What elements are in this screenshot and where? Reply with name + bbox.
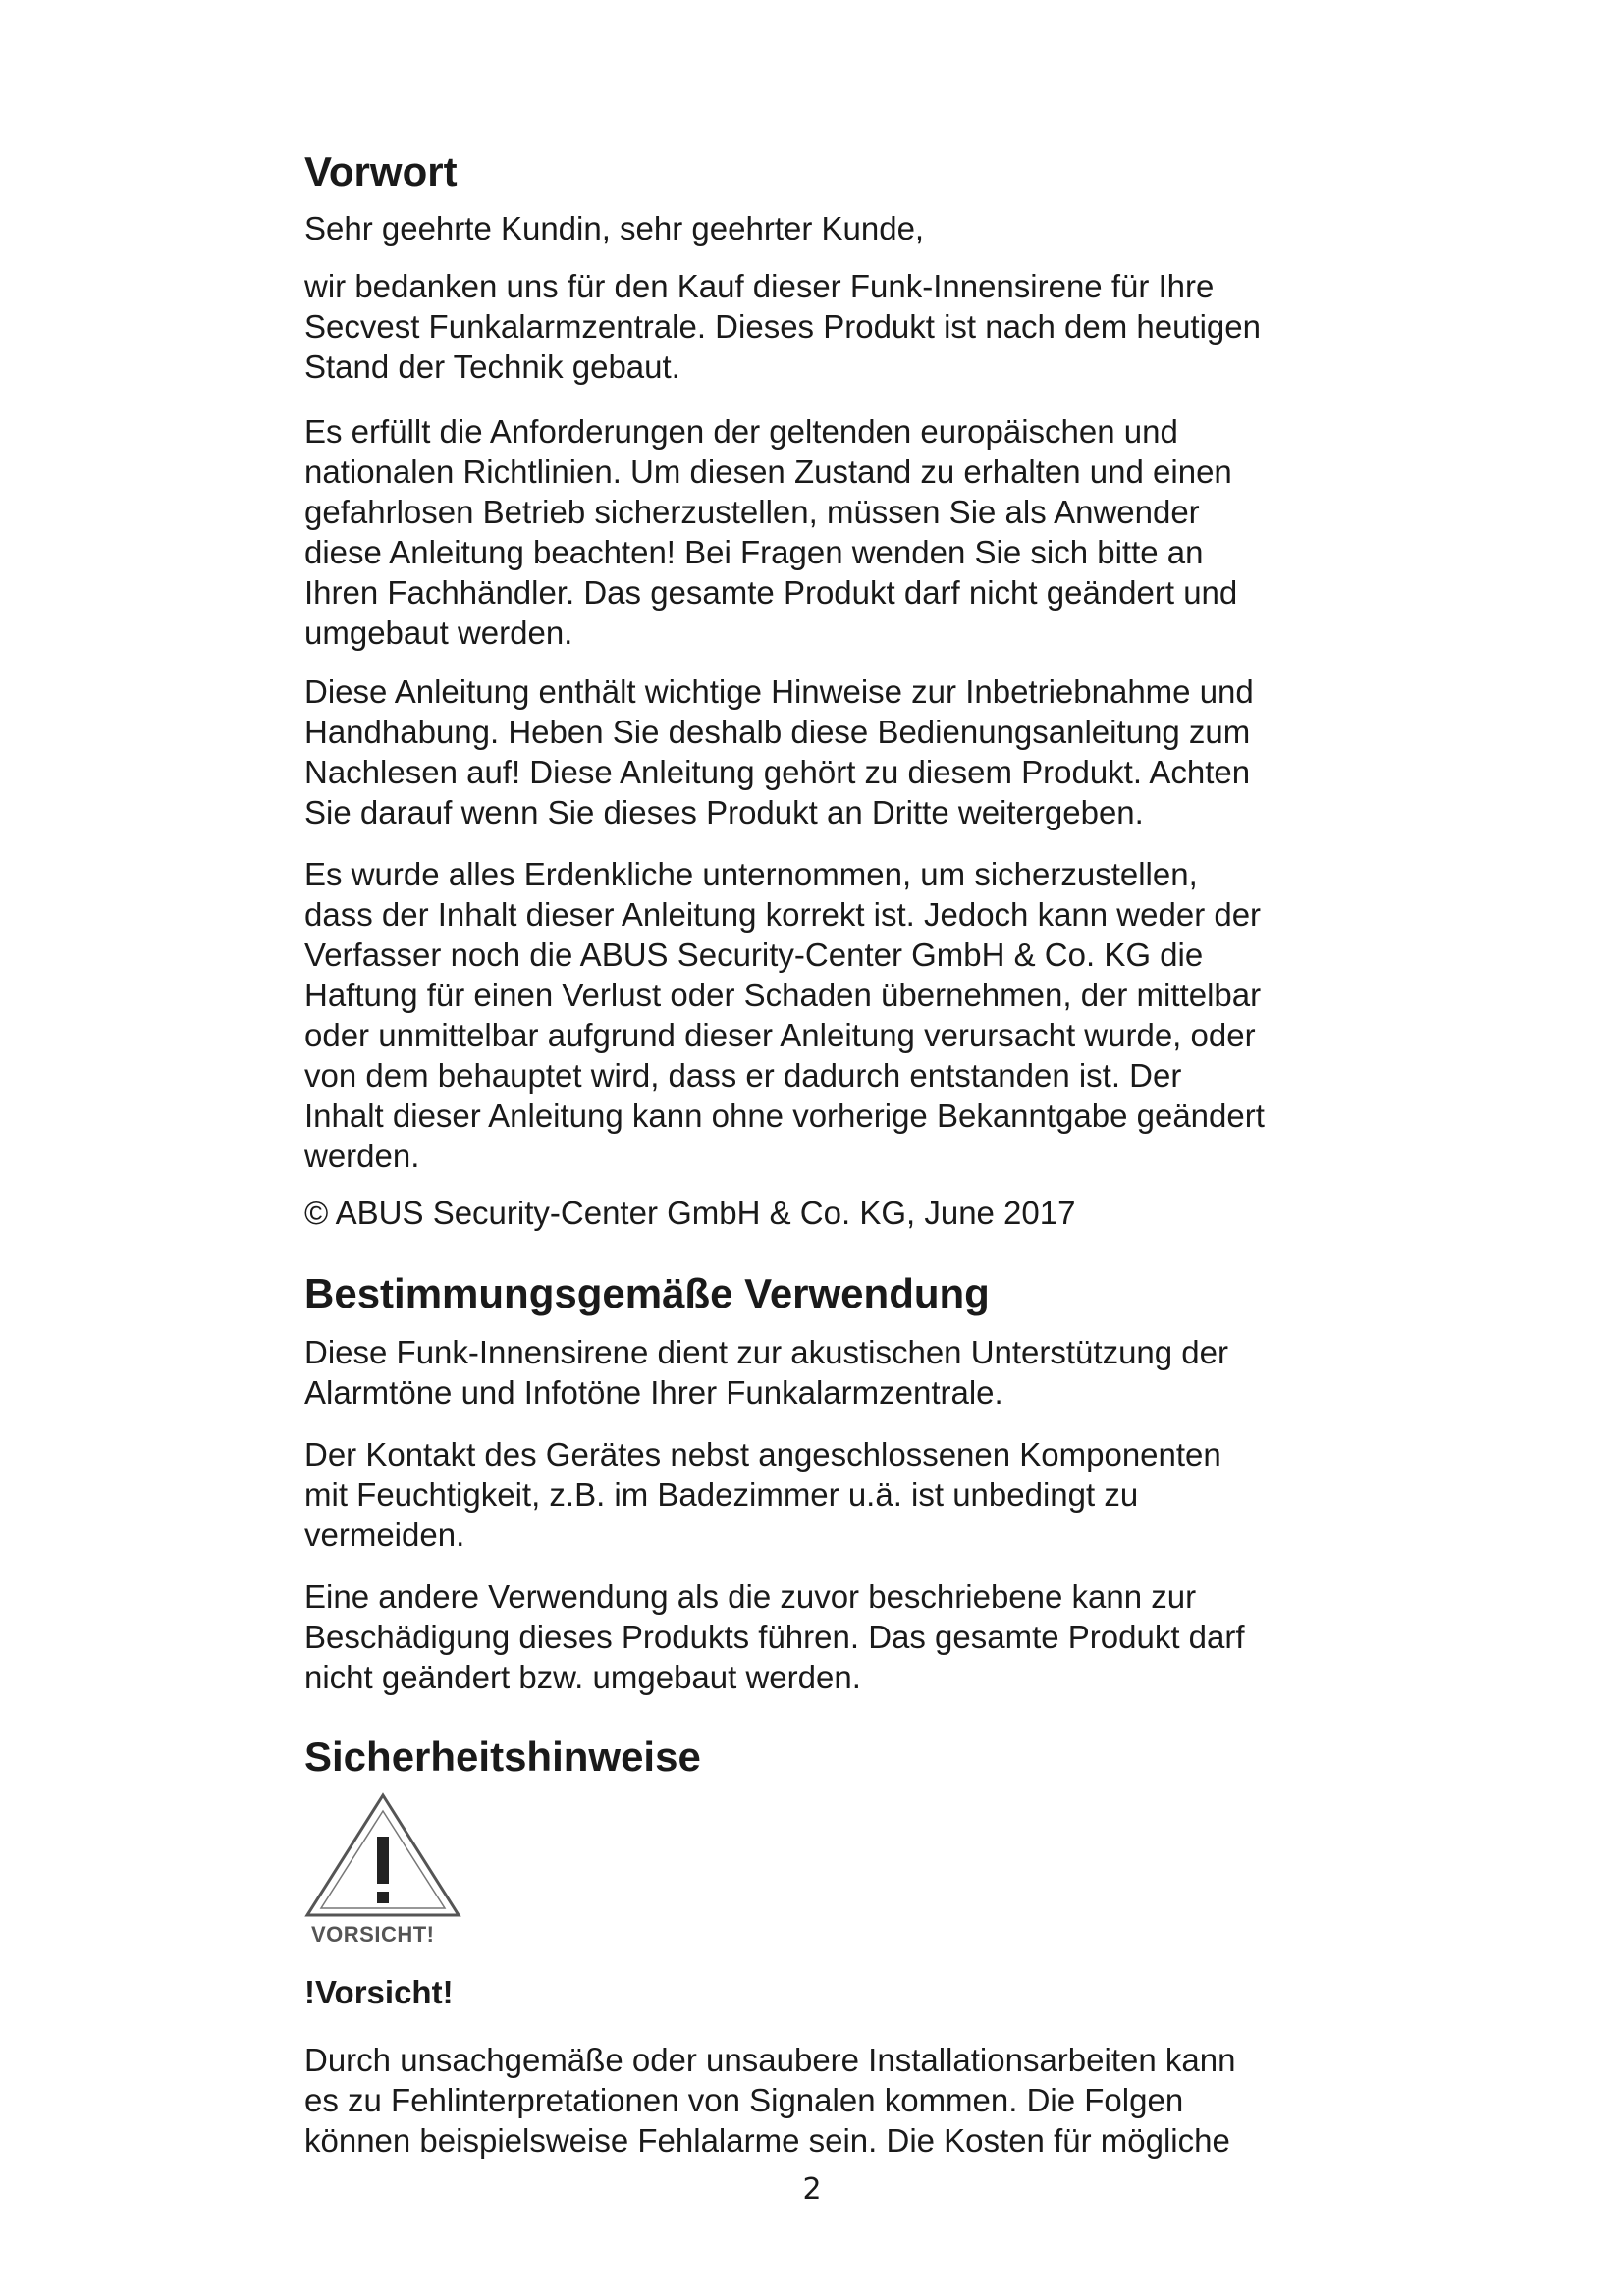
section-title-sicherheit: Sicherheitshinweise (304, 1734, 701, 1780)
requirements-paragraph: Es erfüllt die Anforderungen der geltenden europäischen und nationalen Richtlinien. Um diesen Zustand zu erhalten und einen gefahrlosen Betrieb sicherzustellen, müssen Sie als Anwender diese Anleitung beachten! Bei Fragen wenden Sie sich bitte an Ihren Fachhändler. Das gesamte Produkt darf nicht geändert und umgebaut werden. (304, 413, 1238, 651)
greeting-paragraph: Sehr geehrte Kundin, sehr geehrter Kunde, (304, 210, 925, 246)
caution-paragraph: Durch unsachgemäße oder unsaubere Installationsarbeiten kann es zu Fehlinterpretationen von Signalen kommen. Die Folgen können beispielsweise Fehlalarme sein. Die Kosten für mögliche (304, 2042, 1236, 2159)
section-title-vorwort: Vorwort (304, 148, 458, 194)
liability-paragraph: Es wurde alles Erdenkliche unternommen, um sicherzustellen, dass der Inhalt dieser Anleitung korrekt ist. Jedoch kann weder der Verfasser noch die ABUS Security-Center GmbH & Co. KG die Haftung für einen Verlust oder Schaden übernehmen, der mittelbar oder unmittelbar aufgrund dieser Anleitung verursacht wurde, oder von dem behauptet wird, dass er dadurch entstanden ist. Der Inhalt dieser Anleitung kann ohne vorherige Bekanntgabe geändert werden. (304, 856, 1265, 1174)
misuse-paragraph: Eine andere Verwendung als die zuvor beschriebene kann zur Beschädigung dieses Produkts führen. Das gesamte Produkt darf nicht geändert bzw. umgebaut werden. (304, 1578, 1245, 1695)
page-number: 2 (802, 2172, 822, 2207)
moisture-paragraph: Der Kontakt des Gerätes nebst angeschlossenen Komponenten mit Feuchtigkeit, z.B. im Badezimmer u.ä. ist unbedingt zu vermeiden. (304, 1436, 1221, 1553)
intro-paragraph: wir bedanken uns für den Kauf dieser Funk-Innensirene für Ihre Secvest Funkalarmzentrale. Dieses Produkt ist nach dem heutigen Stand der Technik gebaut. (304, 268, 1261, 385)
warning-sign (301, 1789, 464, 1952)
warning-label: VORSICHT! (311, 1922, 435, 1947)
copyright-line: © ABUS Security-Center GmbH & Co. KG, June 2017 (304, 1195, 1076, 1231)
warning-triangle-icon (301, 1789, 464, 1927)
purpose-paragraph: Diese Funk-Innensirene dient zur akustischen Unterstützung der Alarmtöne und Infotöne Ihrer Funkalarmzentrale. (304, 1334, 1228, 1411)
instructions-paragraph: Diese Anleitung enthält wichtige Hinweise zur Inbetriebnahme und Handhabung. Heben Sie deshalb diese Bedienungsanleitung zum Nachlesen auf! Diese Anleitung gehört zu diesem Produkt. Achten Sie darauf wenn Sie dieses Produkt an Dritte weitergeben. (304, 673, 1254, 830)
section-title-verwendung: Bestimmungsgemäße Verwendung (304, 1270, 990, 1316)
caution-title: !Vorsicht! (304, 1974, 454, 2010)
